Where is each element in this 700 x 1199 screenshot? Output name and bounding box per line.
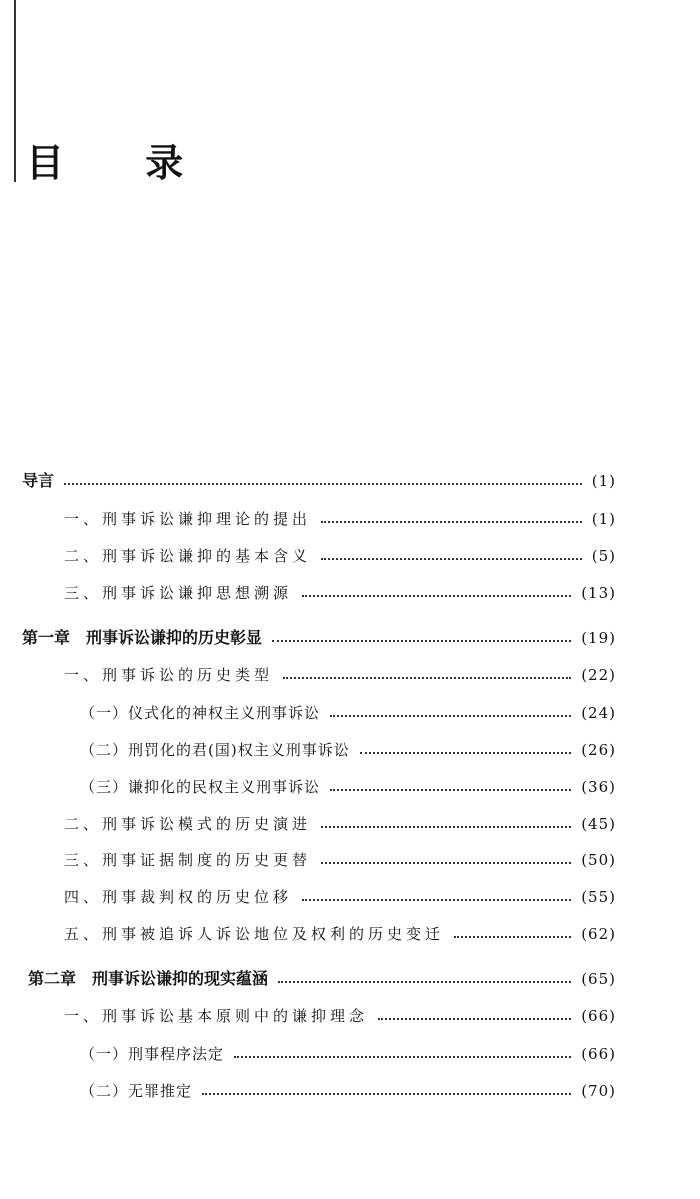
dot-leader xyxy=(321,826,571,828)
dot-leader xyxy=(202,1093,571,1095)
toc-entry-section[interactable] xyxy=(64,811,616,837)
dot-leader xyxy=(330,789,571,791)
toc-entry-page: (1) xyxy=(591,472,616,490)
toc-entry-title: 一、刑事诉讼的历史类型 xyxy=(64,666,274,684)
toc-entry-page: (66) xyxy=(581,1045,616,1063)
toc-entry-section[interactable] xyxy=(64,580,616,606)
dot-leader xyxy=(454,936,571,938)
toc-entry-page: (1) xyxy=(591,510,616,528)
page-title: 目 录 xyxy=(26,141,218,185)
toc-entry-section[interactable] xyxy=(64,847,616,873)
dot-leader xyxy=(234,1056,571,1058)
toc-entry-subsection[interactable] xyxy=(80,700,616,726)
toc-entry-title: 三、刑事诉讼谦抑思想溯源 xyxy=(64,584,293,602)
toc-entry-section[interactable] xyxy=(64,1003,616,1029)
toc-entry-title: 第一章 刑事诉讼谦抑的历史彰显 xyxy=(22,628,263,647)
dot-leader xyxy=(360,752,571,754)
toc-entry-subsection[interactable] xyxy=(80,774,616,800)
dot-leader xyxy=(302,595,571,597)
toc-entry-title: 二、刑事诉讼模式的历史演进 xyxy=(64,815,312,833)
toc-entry-page: (55) xyxy=(581,888,616,906)
toc-entry-title: 导言 xyxy=(22,471,55,490)
toc-entry-page: (50) xyxy=(581,851,616,869)
dot-leader xyxy=(283,677,571,679)
toc-entry-title: 一、刑事诉讼基本原则中的谦抑理念 xyxy=(64,1007,369,1025)
toc-entry-section[interactable] xyxy=(64,662,616,688)
toc-entry-page: (62) xyxy=(581,925,616,943)
toc-entry-page: (13) xyxy=(581,584,616,602)
toc-entry-title: 第二章 刑事诉讼谦抑的现实蕴涵 xyxy=(28,969,269,988)
toc-entry-section[interactable] xyxy=(64,884,616,910)
dot-leader xyxy=(272,640,571,642)
toc-entry-subsection[interactable] xyxy=(80,1041,616,1067)
toc-entry-page: (24) xyxy=(581,704,616,722)
toc-entry-page: (70) xyxy=(581,1082,616,1100)
toc-entry-page: (36) xyxy=(581,778,616,796)
dot-leader xyxy=(330,715,571,717)
toc-entry-title: （一）刑事程序法定 xyxy=(80,1045,225,1063)
toc-entry-title: 三、刑事证据制度的历史更替 xyxy=(64,851,312,869)
toc-entry-title: （二）无罪推定 xyxy=(80,1082,193,1100)
dot-leader xyxy=(321,862,571,864)
toc-entry-title: 五、刑事被追诉人诉讼地位及权利的历史变迁 xyxy=(64,925,445,943)
toc-entry-subsection[interactable] xyxy=(80,737,616,763)
toc-entry-page: (26) xyxy=(581,741,616,759)
toc-entry-chapter-2[interactable] xyxy=(28,966,616,992)
dot-leader xyxy=(321,521,582,523)
dot-leader xyxy=(378,1018,571,1020)
toc-entry-chapter-1[interactable] xyxy=(22,625,616,651)
toc-entry-introduction[interactable] xyxy=(22,468,616,494)
toc-entry-title: 一、刑事诉讼谦抑理论的提出 xyxy=(64,510,312,528)
dot-leader xyxy=(302,899,571,901)
toc-entry-page: (19) xyxy=(581,629,616,647)
toc-entry-title: （二）刑罚化的君(国)权主义刑事诉讼 xyxy=(80,741,350,759)
toc-entry-page: (5) xyxy=(591,547,616,565)
toc-entry-subsection[interactable] xyxy=(80,1078,616,1104)
dot-leader xyxy=(321,558,582,560)
toc-entry-page: (22) xyxy=(581,666,616,684)
dot-leader xyxy=(278,981,571,983)
toc-entry-title: （三）谦抑化的民权主义刑事诉讼 xyxy=(80,778,321,796)
toc-entry-section[interactable] xyxy=(64,543,616,569)
toc-entry-section[interactable] xyxy=(64,506,616,532)
toc-entry-page: (66) xyxy=(581,1007,616,1025)
dot-leader xyxy=(64,483,582,485)
toc-entry-page: (45) xyxy=(581,815,616,833)
toc-entry-title: 二、刑事诉讼谦抑的基本含义 xyxy=(64,547,312,565)
margin-rule xyxy=(14,0,16,182)
toc-entry-page: (65) xyxy=(581,970,616,988)
toc-entry-title: 四、刑事裁判权的历史位移 xyxy=(64,888,293,906)
toc-entry-title: （一）仪式化的神权主义刑事诉讼 xyxy=(80,704,321,722)
toc-entry-section[interactable] xyxy=(64,921,616,947)
